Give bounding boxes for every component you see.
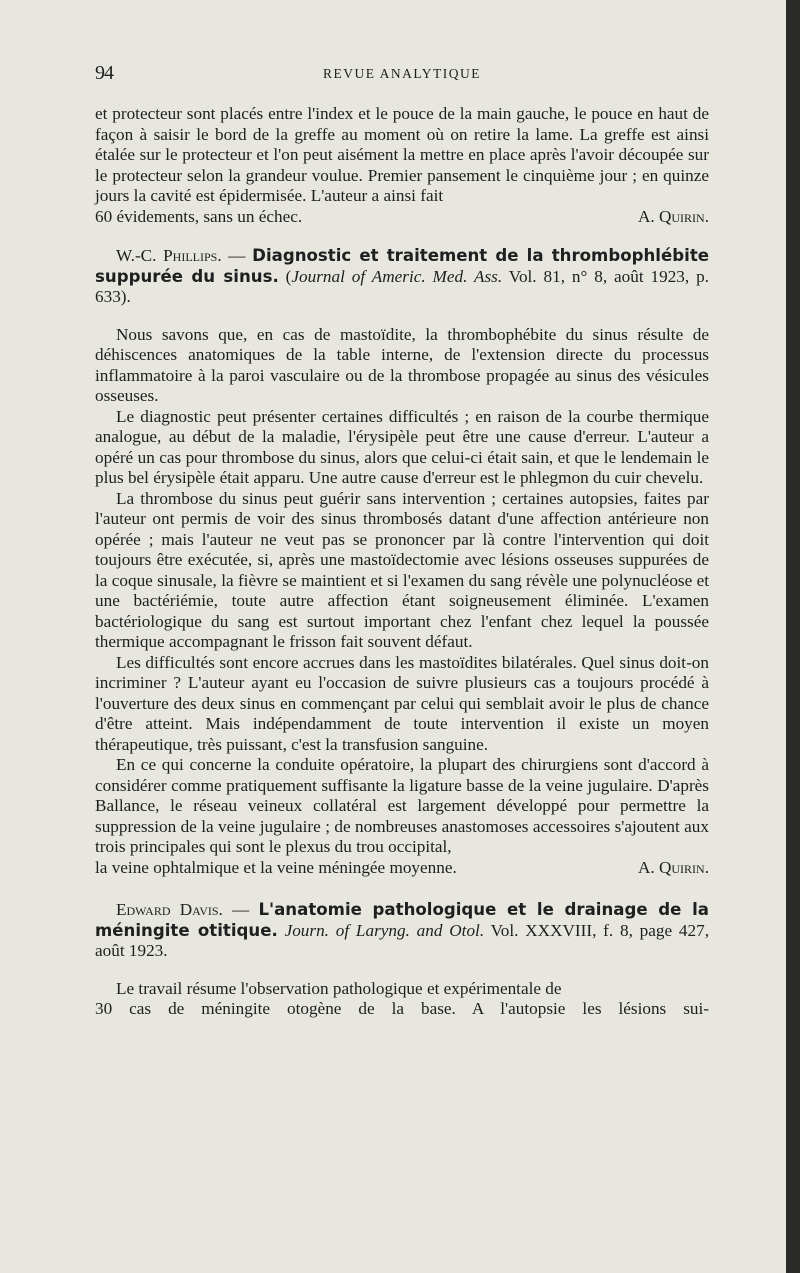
heading-dash: — [221, 246, 253, 265]
article-paragraph-1: Le travail résume l'observation pathologique et expérimentale de [116, 978, 562, 998]
page-header [95, 62, 709, 88]
article-title: L'anatomie pathologique et le drainage de la méningite otitique. [95, 900, 709, 940]
article-signature: A. Quirin. [637, 857, 709, 877]
continuation-signature-line [95, 207, 709, 228]
heading-dash: — [222, 900, 259, 919]
journal-open-paren: ( [278, 266, 292, 286]
article-phillips [95, 246, 709, 878]
article-paragraph-2: Le diagnostic peut présenter certaines difficultés ; en raison de la courbe thermique analogue, au début de la maladie, l'érysipèle peut être une cause d'erreur. L'auteur a opéré un cas pour thrombose du sinus, alors que celui-ci était sain, et que le lendemain le plus bel érysipèle était apparu. Une autre cause d'erreur est le phlegmon du cuir chevelu. [95, 406, 709, 487]
article-paragraph-5: En ce qui concerne la conduite opératoire, la plupart des chirurgiens sont d'accord à considérer comme pratiquement suffisante la ligature basse de la veine jugulaire. D'après Ballance, le réseau veineux collatéral est largement développé pour permettre la suppression de la veine jugulaire ; de nombreuses anastomoses accessoires s'ajoutent aux trois principales qui sont le plexus du trou occipital, [95, 755, 709, 856]
page-edge-shadow [786, 0, 800, 1273]
article-davis [95, 900, 709, 1020]
continuation-text: et protecteur sont placés entre l'index et le pouce de la main gauche, le pouce en haut de façon à saisir le bord de la greffe au moment où on retire la lame. La greffe est ainsi étalée sur le protecteur et l'on peut aisément la mettre en place après l'avoir découpée sur le protecteur selon la grandeur voulue. Premier pansement le cinquième jour ; en quinze jours la cavité est épidermisée. L'auteur a ainsi fait [95, 104, 709, 205]
article-author: W.-C. Phillips. [116, 246, 222, 265]
continuation-last-line: 60 évidements, sans un échec. [95, 206, 303, 226]
article-last-line: 30 cas de méningite otogène de la base. A l'autopsie les lésions sui- [95, 999, 709, 1018]
continuation-signature: A. Quirin. [637, 206, 709, 226]
page-number: 94 [95, 62, 113, 84]
article-title: Diagnostic et traitement de la thrombophlébite suppurée du sinus. [95, 246, 710, 286]
journal-name: Journal of Americ. Med. Ass. [291, 266, 503, 286]
article-signature-line [95, 858, 709, 879]
journal-citation: Vol. 81, n° 8, août 1923, p. 633). [95, 266, 709, 306]
article-heading [95, 900, 709, 962]
article-author: Edward Davis. [116, 900, 223, 919]
article-paragraph-4: Les difficultés sont encore accrues dans les mastoïdites bilatérales. Quel sinus doit-on incriminer ? L'auteur ayant eu l'occasion de suivre plusieurs cas a toujours procédé à l'ouverture des deux sinus en commençant par celui qui semblait avoir le plus de chance d'être atteint. Mais indépendamment de toute intervention il existe un moyen thérapeutique, très puissant, c'est la transfusion sanguine. [95, 652, 709, 754]
article-heading [95, 246, 709, 308]
continuation-section [95, 104, 709, 227]
article-paragraph-3: La thrombose du sinus peut guérir sans intervention ; certaines autopsies, faites par l'auteur ont permis de voir des sinus thrombosés datant d'une affection antérieure non opérée ; mais l'auteur ne veut pas se prononcer par là contre l'intervention qui doit toujours être exécutée, si, après une mastoïdectomie avec lésions osseuses suppurées de la coque sinusale, la fièvre se maintient et si l'examen du sang révèle une polynucléose et une bactériémie, toute autre affection étant soigneusement éliminée. L'examen bactériologique du sang est surtout important chez l'enfant chez lequel la poussée thermique accompagnant le frisson fait souvent défaut. [95, 488, 709, 651]
page-body [95, 104, 709, 1020]
article-last-line: la veine ophtalmique et la veine méningée moyenne. [95, 857, 457, 877]
running-title: REVUE ANALYTIQUE [322, 66, 481, 81]
article-paragraph-1: Nous savons que, en cas de mastoïdite, la thrombophébite du sinus résulte de déhiscences anatomiques de la table interne, de l'extension directe du processus inflammatoire à la paroi vasculaire ou de la thrombose propagée au sinus des vésicules osseuses. [95, 324, 709, 405]
article-paragraph-last-line [95, 999, 709, 1020]
article-body [95, 325, 709, 879]
article-body [95, 979, 709, 1020]
journal-name: Journ. of Laryng. and Otol. [277, 920, 485, 940]
journal-citation: Vol. XXXVIII, f. 8, page 427, août 1923. [95, 920, 709, 960]
